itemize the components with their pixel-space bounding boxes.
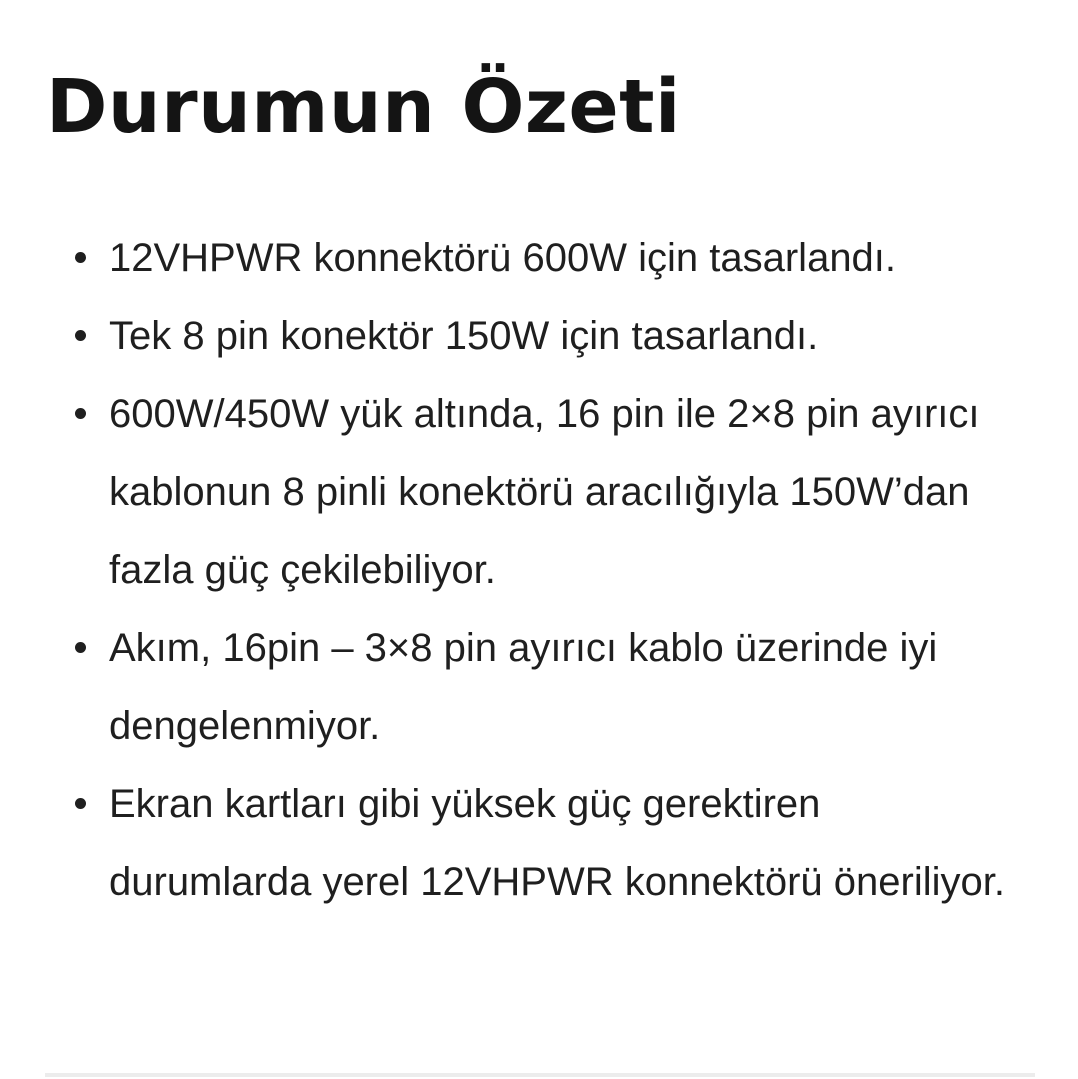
- list-item-text: 12VHPWR konnektörü 600W için tasarlandı.: [109, 236, 897, 280]
- bullet-dot-icon: [75, 408, 86, 419]
- list-item-text: Tek 8 pin konektör 150W için tasarlandı.: [109, 314, 819, 358]
- list-item: [46, 765, 1026, 921]
- page-title: Durumun Özeti: [46, 64, 681, 150]
- bullet-dot-icon: [75, 330, 86, 341]
- list-item: [46, 297, 1026, 375]
- bullet-dot-icon: [75, 642, 86, 653]
- list-item: [46, 375, 1026, 609]
- list-item: [46, 219, 1026, 297]
- list-item-text: Ekran kartları gibi yüksek güç gerektiren durumlarda yerel 12VHPWR konnektörü öneriliyor.: [109, 782, 1005, 904]
- list-item: [46, 609, 1026, 765]
- list-item-text: 600W/450W yük altında, 16 pin ile 2×8 pin ayırıcı kablonun 8 pinli konektörü aracılığıyla 150W’dan fazla güç çekilebiliyor.: [109, 392, 980, 592]
- section-divider: [45, 1073, 1035, 1077]
- summary-bullet-list: [46, 219, 1026, 921]
- bullet-dot-icon: [75, 798, 86, 809]
- list-item-text: Akım, 16pin – 3×8 pin ayırıcı kablo üzerinde iyi dengelenmiyor.: [109, 626, 938, 748]
- bullet-dot-icon: [75, 252, 86, 263]
